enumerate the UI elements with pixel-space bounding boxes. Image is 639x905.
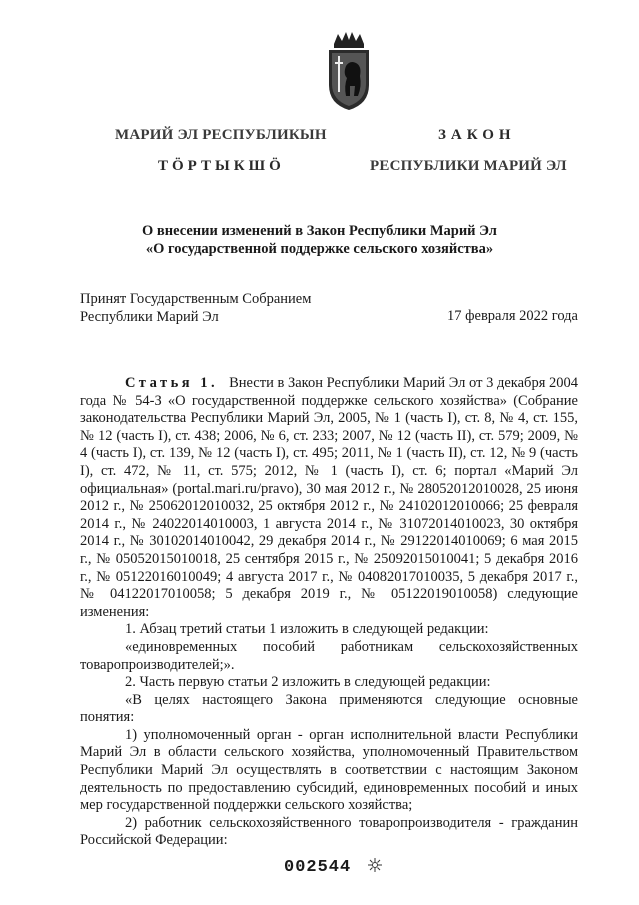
article-paragraph: «В целях настоящего Закона применяются следующие основные понятия: <box>80 691 578 726</box>
article-paragraph: 1. Абзац третий статьи 1 изложить в следующей редакции: <box>125 621 489 638</box>
adoption-date: 17 февраля 2022 года <box>446 308 578 324</box>
article-intro-paragraph <box>80 375 578 621</box>
header-marian-line1: МАРИЙ ЭЛ РЕСПУБЛИКЫН <box>115 127 327 143</box>
coat-of-arms-emblem <box>324 30 374 112</box>
serial-number: 002544 <box>284 858 352 877</box>
document-title-line2: «О государственной поддержке сельского хозяйства» <box>145 241 494 257</box>
header-marian-line2: ТӦРТЫКШӦ <box>158 158 285 174</box>
article-paragraph: 2. Часть первую статьи 2 изложить в следующей редакции: <box>125 674 491 691</box>
adoption-statement <box>80 290 311 326</box>
article-intro-text: Внести в Закон Республики Марий Эл от 3 декабря 2004 года № 54-З «О государственной поддержке сельского хозяйства» (Собрание законодательства Республики Марий Эл, 2005, № 1 (часть I), ст. 8, № 4, ст. 155, № 12 (часть I), ст. 438; 2006, № 6, ст. 233; 2007, № 12 (часть II), ст. 579; 2009, № 4 (часть I), ст. 139, № 12 (часть I), ст. 495; 2011, № 1 (часть II), ст. 12, № 9 (часть I), ст. 472, № 11, ст. 575; 2012, № 1 (часть I), ст. 6; портал «Марий Эл официальная» (portal.mari.ru/pravo), 30 мая 2012 г., № 28052012010028, 25 июня 2012 г., № 25062012010032, 25 октября 2012 г., № 24102012010066; 25 февраля 2014 г., № 24022014010003, 1 августа 2014 г., № 31072014010023, 30 октября 2014 г., № 30102014010042, 29 декабря 2014 г., № 29122014010069; 6 мая 2015 г., № 05052015010018, 25 сентября 2015 г., № 25092015010041; 5 декабря 2016 г., № 05122016010049; 4 августа 2017 г., № 04082017010035, 5 декабря 2017 г., № 04122017010058; 5 декабря 2019 г., № 05122019010058) следующие изменения: <box>80 375 579 620</box>
article-paragraph: 2) работник сельскохозяйственного товаропроизводителя - гражданин Российской Федерации: <box>80 814 578 849</box>
article-paragraph: 1) уполномоченный орган - орган исполнительной власти Республики Марий Эл в области сельского хозяйства, уполномоченный Правительством Республики Марий Эл осуществлять в соответствии с настоящим Законом деятельность по предоставлению субсидий, единовременных пособий и иных мер государственной поддержки сельского хозяйства; <box>80 726 578 814</box>
ornament-star-icon <box>368 858 382 872</box>
document-title-line1: О внесении изменений в Закон Республики Марий Эл <box>142 223 497 239</box>
article-paragraph: «единовременных пособий работникам сельскохозяйственных товаропроизводителей;». <box>80 638 578 673</box>
header-republic-name: РЕСПУБЛИКИ МАРИЙ ЭЛ <box>370 158 567 174</box>
article-body <box>80 375 578 850</box>
header-law-label: ЗАКОН <box>438 127 516 143</box>
adoption-line1: Принят Государственным Собранием <box>80 291 312 307</box>
adoption-line2: Республики Марий Эл <box>80 309 219 325</box>
article-label: Статья 1. <box>125 375 219 391</box>
